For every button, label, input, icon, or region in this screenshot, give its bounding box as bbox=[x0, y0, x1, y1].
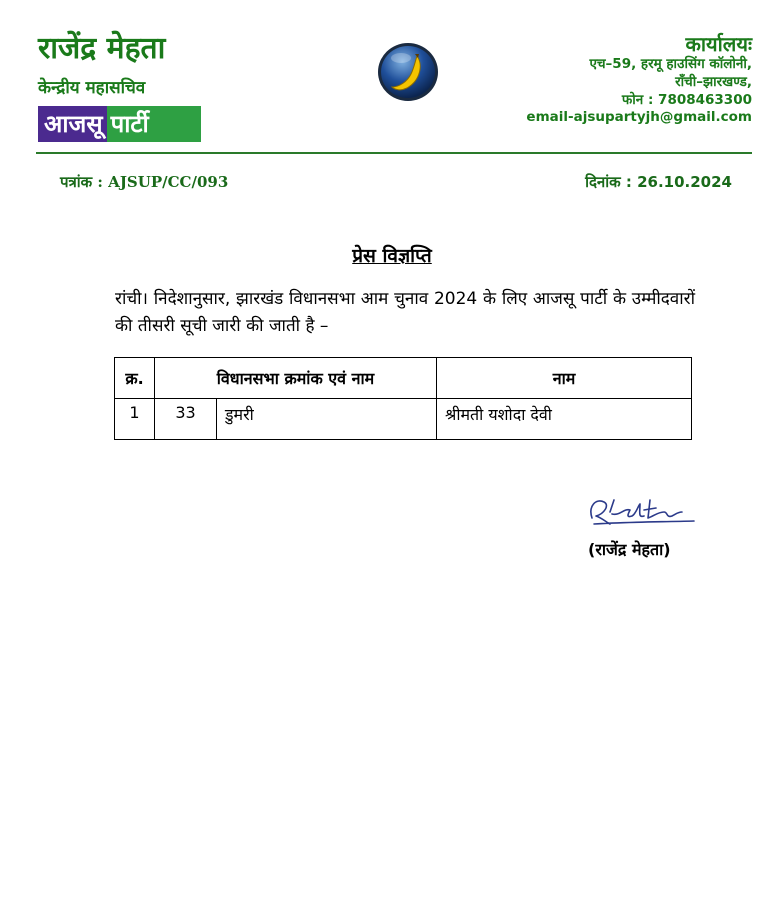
cell-candidate-name: श्रीमती यशोदा देवी bbox=[437, 399, 692, 440]
header-serial: क्र. bbox=[115, 358, 155, 399]
press-release-paragraph: रांची। निदेशानुसार, झारखंड विधानसभा आम चुनाव 2024 के लिए आजसू पार्टी के उम्मीदवारों की तीसरी सूची जारी की जाती है – bbox=[115, 289, 695, 336]
press-release-heading: प्रेस विज्ञप्ति bbox=[352, 245, 432, 267]
table-row bbox=[115, 399, 692, 440]
reference-number: पत्रांक : AJSUP/CC/093 bbox=[60, 173, 229, 191]
handwritten-signature bbox=[584, 494, 698, 530]
signatory-name: (राजेंद्र मेहता) bbox=[588, 540, 671, 559]
cell-constituency-number: 33 bbox=[155, 399, 217, 440]
party-logo bbox=[38, 106, 201, 142]
letter-date: दिनांक : 26.10.2024 bbox=[585, 173, 732, 191]
party-logo-right-text: पार्टी bbox=[107, 106, 201, 142]
sender-name: राजेंद्र मेहता bbox=[38, 31, 166, 66]
candidate-table bbox=[114, 357, 692, 440]
office-address-line1: एच–59, हरमू हाउसिंग कॉलोनी, bbox=[589, 56, 752, 72]
party-logo-left-text: आजसू bbox=[38, 106, 107, 142]
cell-constituency-name: डुमरी bbox=[217, 399, 437, 440]
table-header-row bbox=[115, 358, 692, 399]
office-email: email-ajsupartyjh@gmail.com bbox=[526, 109, 752, 125]
sender-designation: केन्द्रीय महासचिव bbox=[38, 78, 146, 98]
header-divider bbox=[36, 152, 752, 154]
cell-serial: 1 bbox=[115, 399, 155, 440]
office-title: कार्यालयः bbox=[685, 32, 752, 56]
office-address-line2: राँची–झारखण्ड, bbox=[675, 74, 752, 90]
header-constituency: विधानसभा क्रमांक एवं नाम bbox=[155, 358, 437, 399]
banana-emblem-icon bbox=[377, 42, 439, 102]
office-phone: फोन : 7808463300 bbox=[621, 92, 752, 108]
header-candidate: नाम bbox=[437, 358, 692, 399]
